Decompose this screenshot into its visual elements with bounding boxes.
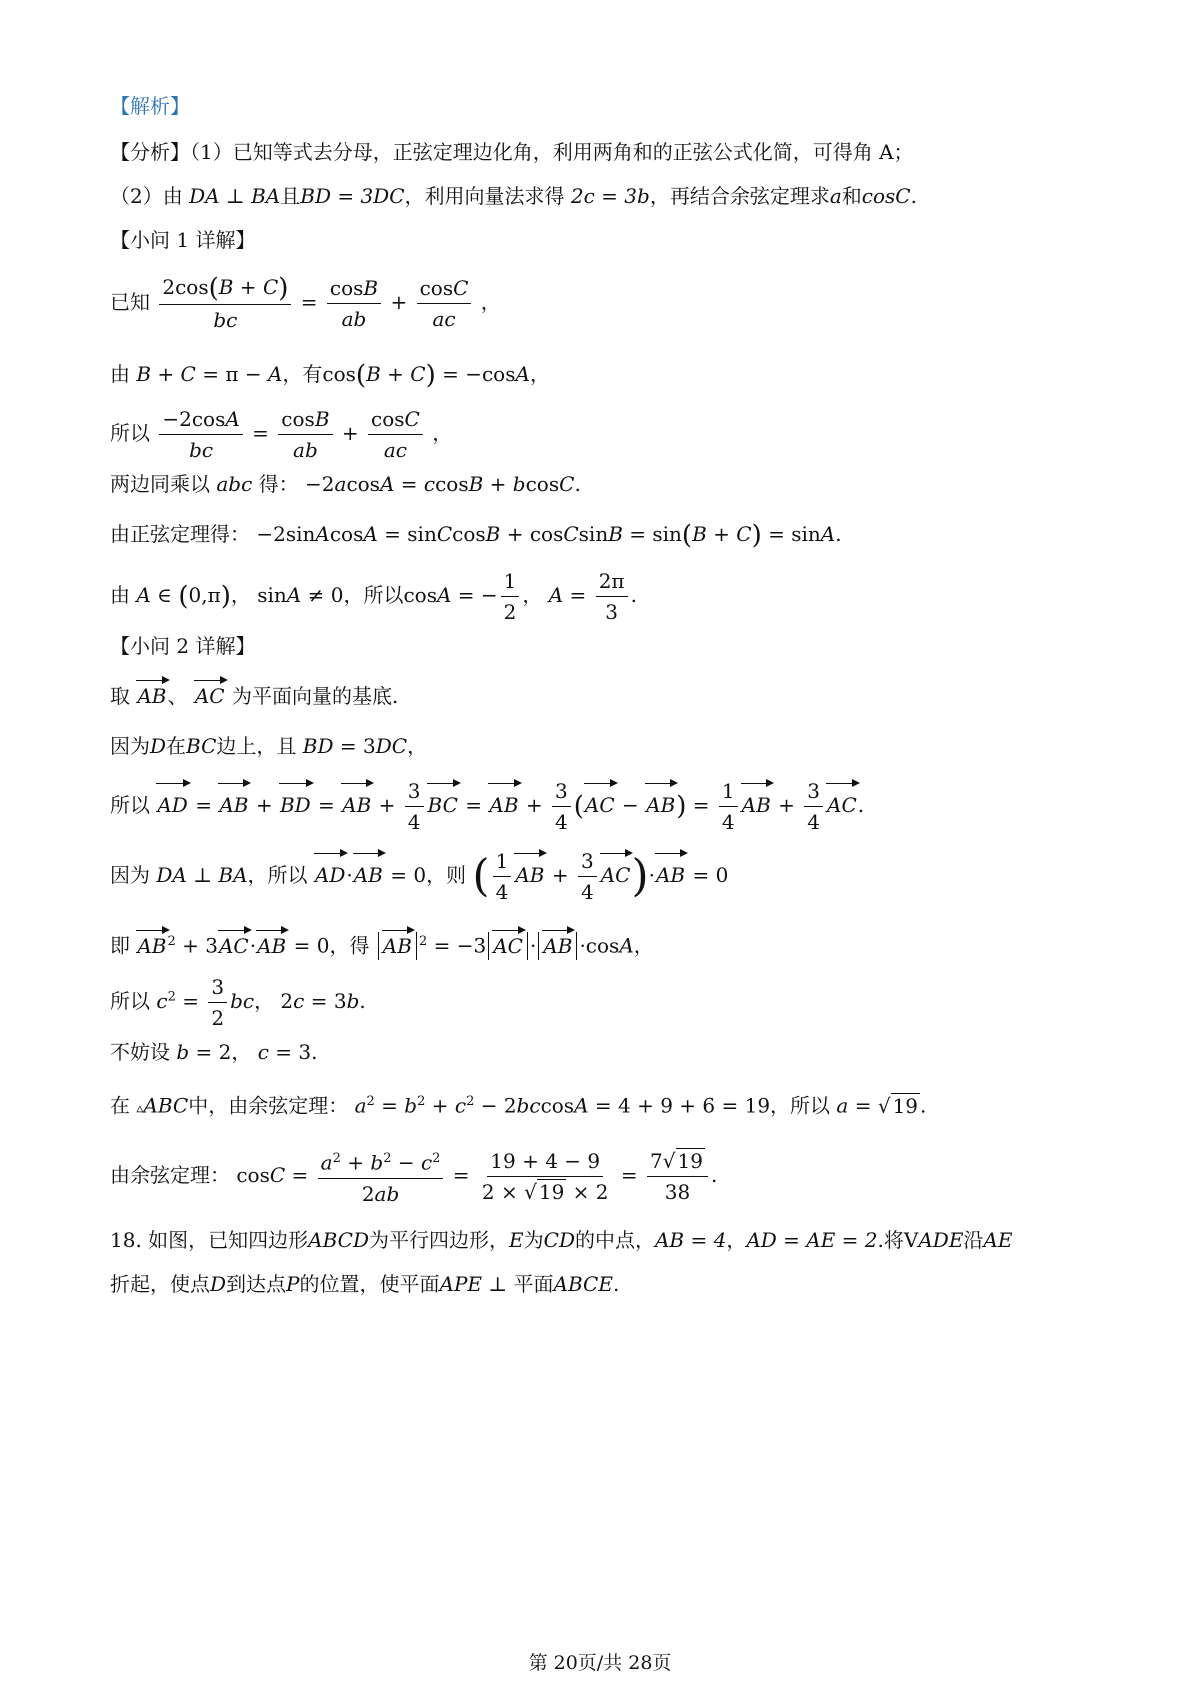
text: ， — [407, 734, 428, 758]
text: ， — [529, 362, 550, 386]
text: . — [630, 583, 637, 607]
text: ，所以 — [247, 863, 308, 887]
q2-line-i: 由余弦定理： cosC = $\frac{a^2 + b^2 - c^2}{2ab}$ = $\frac{19 + 4 - 9}{2 \times √ 19 \times 2}$ = $\frac{7√ 19}{38}$ . — [110, 1144, 717, 1209]
fraction: $\frac{3}{4}$ — [405, 776, 424, 837]
analysis-part1: （1）已知等式去分母，正弦定理边化角，利用两角和的正弦公式化简，可得角 A； — [190, 140, 914, 164]
q18-line-1 — [110, 1226, 1012, 1254]
q2-line-a: 取 AB、 AC 为平面向量的基底. — [110, 684, 399, 708]
text: 的位置，使平面 — [299, 1272, 440, 1296]
var-bc: BC — [186, 734, 217, 758]
fraction: $\frac{2\pi}{3}$ — [596, 566, 628, 627]
q1-given: 已知 $\frac{2\cos(B + C)}{bc}$ = $\frac{\cos B}{ab}$ + $\frac{\cos C}{ac}$ ， — [110, 272, 501, 335]
text: ，得 — [329, 933, 370, 958]
text: 为平面向量的基底. — [231, 684, 399, 708]
fraction: $\frac{3}{4}$ — [552, 776, 571, 837]
q1-line-b: 由 B + C = π − A，有cos(B + C) = −cosA， — [110, 360, 550, 391]
analysis-line-2 — [110, 182, 917, 210]
text: ，所以 — [770, 1093, 831, 1118]
text: . — [311, 1040, 318, 1064]
text: 中，由余弦定理： — [188, 1093, 349, 1118]
fraction: $\frac{\cos C}{ac}$ — [368, 404, 423, 465]
text: ， — [633, 933, 654, 958]
q2-title-text: 【小问 2 详解】 — [110, 634, 256, 658]
equation: AD = AE = 2 — [746, 1228, 878, 1252]
text: 取 — [110, 684, 130, 708]
equation: AB = 4 — [654, 1228, 727, 1252]
cos-c: cosC — [861, 184, 911, 208]
text: . — [910, 184, 917, 208]
text: 为 — [523, 1228, 544, 1252]
fraction: $\frac{7√ 19}{38}$ — [647, 1146, 708, 1207]
q1-line-f: 由 A ∈ (0,π)， sinA ≠ 0，所以cosA = − $\frac{1}{2}$ ， A = $\frac{2\pi}{3}$ . — [110, 566, 637, 627]
q2-line-f: 所以 $c^2$ = $\frac{3}{2}$ bc， 2c = 3b. — [110, 972, 366, 1033]
text: . — [359, 989, 366, 1013]
q1-title — [110, 226, 255, 254]
text: 和 — [841, 184, 862, 208]
text: 所以 — [110, 421, 150, 445]
question-number: 18. — [110, 1228, 142, 1252]
text: . — [574, 472, 581, 496]
q1-line-c: 所以 $\frac{-2\cos A}{bc}$ = $\frac{\cos B}{ab}$ + $\frac{\cos C}{ac}$ ， — [110, 404, 452, 465]
fraction: $\frac{\cos B}{ab}$ — [278, 404, 332, 465]
text: 折起，使点 — [110, 1272, 210, 1296]
text: . — [920, 1093, 927, 1118]
text: 因为 — [110, 734, 150, 758]
text: ， — [231, 1040, 252, 1064]
text: ， — [254, 989, 275, 1013]
text: 在 — [110, 1093, 130, 1118]
fraction: $\frac{19 + 4 - 9}{2 \times √ 19 \times 2}$ — [479, 1146, 612, 1207]
q2-title — [110, 632, 255, 660]
text: 由正弦定理得： — [110, 522, 250, 546]
text: ， — [522, 583, 543, 607]
fraction: $\frac{3}{4}$ — [578, 846, 597, 907]
text: 平面 — [513, 1272, 554, 1296]
text: 所以 — [110, 989, 150, 1013]
q2-line-g: 不妨设 b = 2， c = 3. — [110, 1040, 318, 1064]
text: . — [710, 1162, 718, 1187]
var-d: D — [210, 1272, 227, 1296]
text: ，有 — [282, 362, 323, 386]
text: 两边同乘以 — [110, 472, 210, 496]
text: 为平行四边形， — [369, 1228, 510, 1252]
text: 即 — [110, 933, 130, 958]
q1-line-e: 由正弦定理得： −2sinAcosA = sinCcosB + cosCsinB = sin(B + C) = sinA. — [110, 520, 842, 551]
q1-line-d: 两边同乘以 abc 得： −2acosA = ccosB + bcosC. — [110, 472, 581, 496]
text: 得： — [258, 472, 299, 496]
var-a: a — [829, 184, 842, 208]
text: 由 — [110, 362, 130, 386]
text: ，利用向量法求得 — [404, 184, 565, 208]
q2-line-d: 因为 DA ⊥ BA，所以 AD·AB = 0，则 ( $\frac{1}{4}$ AB + $\frac{3}{4}$ AC)·AB = 0 — [110, 846, 728, 907]
text: 因为 — [110, 863, 150, 887]
analysis-label: 【分析】 — [110, 140, 190, 164]
text: 的中点， — [574, 1228, 655, 1252]
text: ， — [230, 583, 251, 607]
text: 不妨设 — [110, 1040, 170, 1064]
fraction: $\frac{2\cos(B + C)}{bc}$ — [159, 272, 291, 335]
condition-ratio: BD = 3DC — [300, 184, 405, 208]
fraction: $\frac{1}{4}$ — [719, 776, 738, 837]
q18-line-2 — [110, 1270, 619, 1298]
text: 如图，已知四边形 — [148, 1228, 309, 1252]
q2-line-b: 因为D在BC边上，且 BD = 3DC， — [110, 734, 428, 758]
heading-text: 【解析】 — [110, 94, 190, 118]
text: 由余弦定理： — [110, 1162, 230, 1187]
text: 已知 — [110, 289, 150, 314]
var-abce: ABCE — [553, 1272, 613, 1296]
equation: 2c = 3b — [570, 184, 650, 208]
condition-perp: DA ⊥ BA — [189, 184, 281, 208]
fraction: $\frac{a^2 + b^2 - c^2}{2ab}$ — [318, 1144, 444, 1209]
fraction: $\frac{3}{4}$ — [804, 776, 823, 837]
text: ， — [480, 289, 501, 314]
page-footer: 第 20页/共 28页 — [528, 1652, 672, 1674]
var-p: P — [286, 1272, 300, 1296]
text: 边上，且 — [216, 734, 297, 758]
text: 由 — [110, 583, 130, 607]
text: 到达点 — [226, 1272, 287, 1296]
fraction: $\frac{1}{4}$ — [493, 846, 512, 907]
text: ，再结合余弦定理求 — [649, 184, 830, 208]
fraction: $\frac{\cos B}{ab}$ — [327, 273, 381, 334]
text: ， — [432, 421, 453, 445]
q2-line-c: 所以 AD = AB + BD = AB + $\frac{3}{4}$ BC = AB + $\frac{3}{4}$ (AC − AB) = $\frac{1}{4}$ AB + $\frac{3}{4}$ AC. — [110, 776, 864, 837]
fraction: $\frac{3}{2}$ — [208, 972, 227, 1033]
text: 沿 — [963, 1228, 984, 1252]
text: . — [857, 793, 865, 817]
fraction: $\frac{\cos C}{ac}$ — [417, 273, 472, 334]
text: . — [612, 1272, 620, 1296]
text: 且 — [280, 184, 301, 208]
var-ade: ADE — [918, 1228, 964, 1252]
text: （2）由 — [110, 184, 183, 208]
var-abc: abc — [216, 472, 253, 496]
q2-line-e: 即 $AB^2 + 3AC\cdot AB = 0$，得 AB $^2$ = −3 AC · AB ·cosA， — [110, 933, 654, 958]
var-e: E — [509, 1228, 524, 1252]
text: .将V — [877, 1228, 919, 1252]
text: . — [835, 522, 842, 546]
text: ， — [726, 1228, 747, 1252]
fraction: $\frac{-2\cos A}{bc}$ — [159, 404, 242, 465]
q2-line-h: 在 ▵ABC中，由余弦定理： $a^2 = b^2 + c^2 - 2bccosA = 4 + 9 + 6 = 19$，所以 a = √ 19 . — [110, 1093, 927, 1118]
text: 所以 — [110, 793, 150, 817]
var-ae: AE — [983, 1228, 1013, 1252]
var-d: D — [150, 734, 167, 758]
fraction: $\frac{1}{2}$ — [501, 566, 520, 627]
analysis-line-1 — [110, 138, 914, 166]
var-ape: APE — [439, 1272, 483, 1296]
var-cd: CD — [543, 1228, 575, 1252]
q1-title-text: 【小问 1 详解】 — [110, 228, 256, 252]
perp-symbol: ⊥ — [488, 1272, 508, 1296]
section-heading — [110, 92, 190, 120]
text: ，所以 — [343, 583, 404, 607]
text: ，则 — [426, 863, 467, 887]
text: 在 — [166, 734, 187, 758]
text: 、 — [167, 684, 188, 708]
var-abcd: ABCD — [308, 1228, 370, 1252]
